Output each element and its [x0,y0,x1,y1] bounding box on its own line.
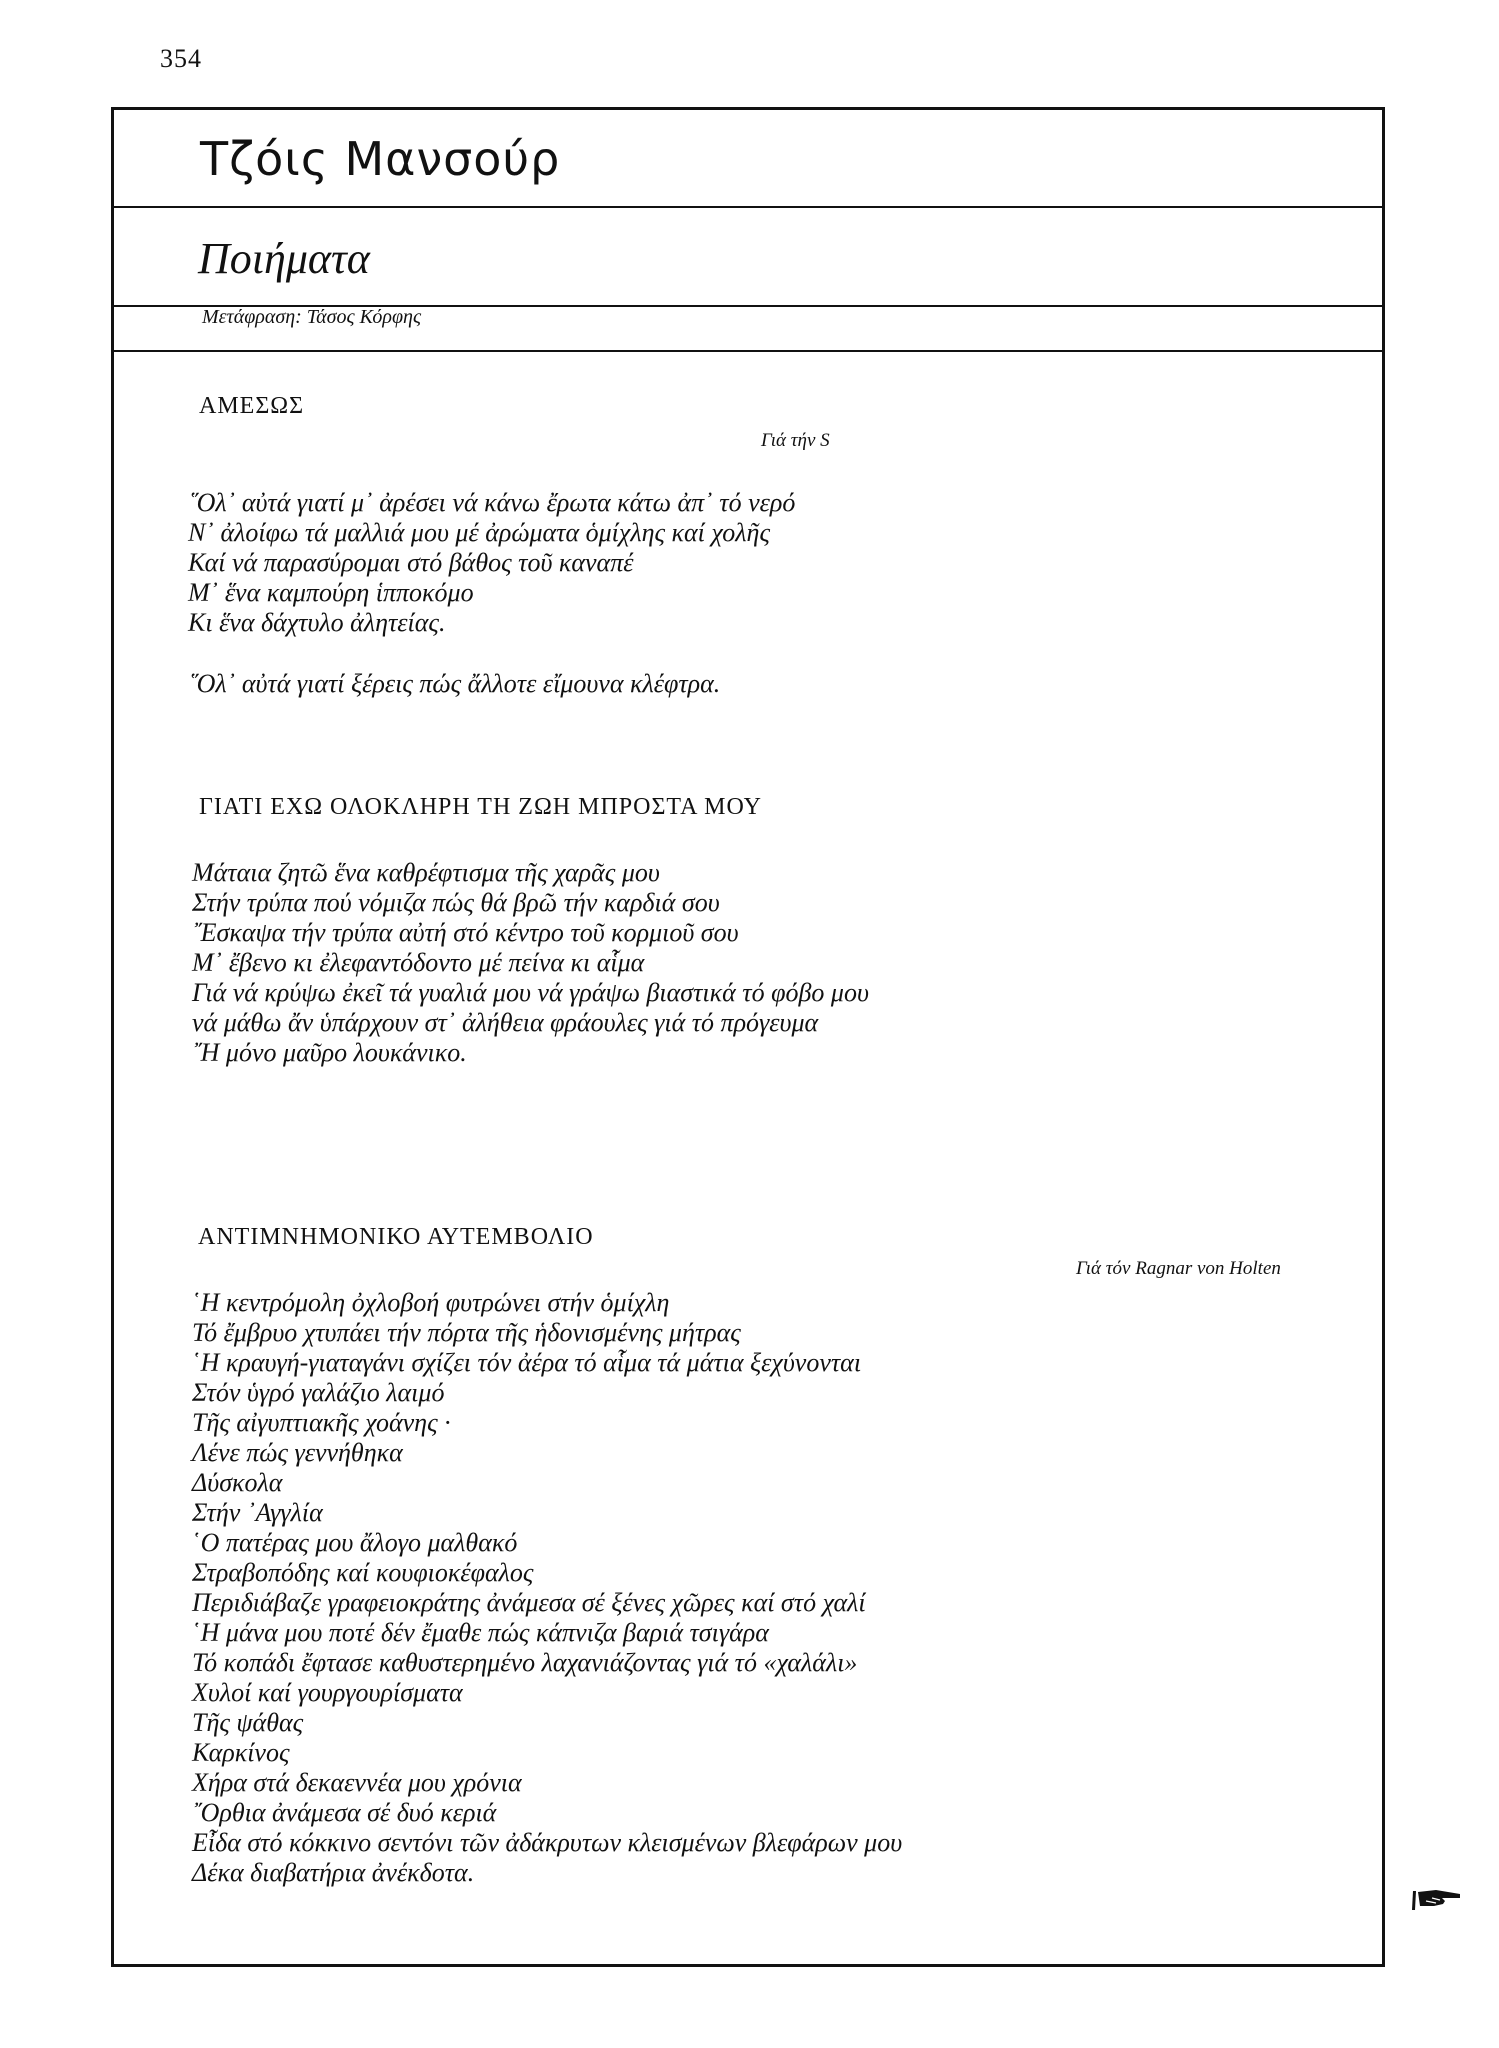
poem-stanza [192,1288,902,1888]
verse-line: Εἶδα στό κόκκινο σεντόνι τῶν ἀδάκρυτων κλεισμένων βλεφάρων μου [192,1828,903,1857]
verse-line: Κι ἕνα δάχτυλο ἀλητείας. [188,608,446,637]
verse-line: Χήρα στά δεκαεννέα μου χρόνια [192,1768,522,1797]
poem-title: ΑΝΤΙΜΝΗΜΟΝΙΚΟ ΑΥΤΕΜΒΟΛΙΟ [198,1224,594,1250]
verse-line: Καί νά παρασύρομαι στό βάθος τοῦ καναπέ [188,548,634,577]
verse-line: ῾Η κεντρόμολη ὀχλοβοή φυτρώνει στήν ὁμίχλη [192,1288,670,1317]
verse-line: Στήν ᾿Αγγλία [192,1498,323,1527]
poem-title: ΑΜΕΣΩΣ [199,393,305,419]
poem-dedication: Γιά τήν S [761,430,830,451]
header-divider-bottom [114,350,1382,352]
verse-line: Μάταια ζητῶ ἕνα καθρέφτισμα τῆς χαρᾶς μου [192,858,660,887]
header-divider-top [114,206,1382,208]
verse-line: Τῆς αἰγυπτιακῆς χοάνης · [192,1408,451,1437]
verse-line: ῞Ολ᾿ αὐτά γιατί μ᾿ ἀρέσει νά κάνω ἔρωτα κάτω ἀπ᾿ τό νερό [188,488,796,517]
verse-line: Χυλοί καί γουργουρίσματα [192,1678,463,1707]
verse-line: ῞Ολ᾿ αὐτά γιατί ξέρεις πώς ἄλλοτε εἴμουνα κλέφτρα. [188,669,721,698]
verse-line: Περιδιάβαζε γραφειοκράτης ἀνάμεσα σέ ξένες χῶρες καί στό χαλί [192,1588,866,1617]
poem-stanza [192,858,869,1068]
poem-dedication: Γιά τόν Ragnar von Holten [1076,1258,1281,1279]
poem-stanza [188,488,795,638]
poem-stanza [188,669,720,699]
verse-line: Στραβοπόδης καί κουφιοκέφαλος [192,1558,534,1587]
verse-line: Δέκα διαβατήρια ἀνέκδοτα. [192,1858,475,1887]
verse-line: ῾Ο πατέρας μου ἄλογο μαλθακό [192,1528,518,1557]
verse-line: Δύσκολα [192,1468,283,1497]
poem-frame [111,107,1385,1967]
verse-line: ῾Η μάνα μου ποτέ δέν ἔμαθε πώς κάπνιζα βαριά τσιγάρα [192,1618,769,1647]
verse-line: νά μάθω ἄν ὑπάρχουν στ᾿ ἀλήθεια φράουλες γιά τό πρόγευμα [192,1008,819,1037]
verse-line: ῎Η μόνο μαῦρο λουκάνικο. [192,1038,467,1067]
work-title: Ποιήματα [198,234,370,283]
author-name: Τζόις Μανσούρ [200,132,561,186]
verse-line: Λένε πώς γεννήθηκα [192,1438,403,1467]
translator-credit: Μετάφραση: Τάσος Κόρφης [202,306,422,328]
poem-title: ΓΙΑΤΙ ΕΧΩ ΟΛΟΚΛΗΡΗ ΤΗ ΖΩΗ ΜΠΡΟΣΤΑ ΜΟΥ [199,794,762,820]
verse-line: ῎Ορθια ἀνάμεσα σέ δυό κεριά [192,1798,497,1827]
verse-line: ῾Η κραυγή-γιαταγάνι σχίζει τόν ἀέρα τό αἷμα τά μάτια ξεχύνονται [192,1348,862,1377]
verse-line: Τό κοπάδι ἔφτασε καθυστερημένο λαχανιάζοντας γιά τό «χαλάλι» [192,1648,858,1677]
verse-line: Τό ἔμβρυο χτυπάει τήν πόρτα τῆς ἡδονισμένης μήτρας [192,1318,741,1347]
page-number: 354 [160,44,202,73]
verse-line: Γιά νά κρύψω ἐκεῖ τά γυαλιά μου νά γράψω βιαστικά τό φόβο μου [192,978,869,1007]
verse-line: Μ᾿ ἔβενο κι ἐλεφαντόδοντο μέ πείνα κι αἷμα [192,948,645,977]
verse-line: Στόν ὑγρό γαλάζιο λαιμό [192,1378,445,1407]
verse-line: Στήν τρύπα πού νόμιζα πώς θά βρῶ τήν καρδιά σου [192,888,720,917]
verse-line: ῎Εσκαψα τήν τρύπα αὐτή στό κέντρο τοῦ κορμιοῦ σου [192,918,739,947]
pointing-hand-icon [1412,1886,1462,1912]
verse-line: Μ᾿ ἕνα καμπούρη ἱπποκόμο [188,578,474,607]
verse-line: Καρκίνος [192,1738,290,1767]
verse-line: Τῆς ψάθας [192,1708,304,1737]
verse-line: Ν᾿ ἀλοίφω τά μαλλιά μου μέ ἀρώματα ὁμίχλης καί χολῆς [188,518,770,547]
